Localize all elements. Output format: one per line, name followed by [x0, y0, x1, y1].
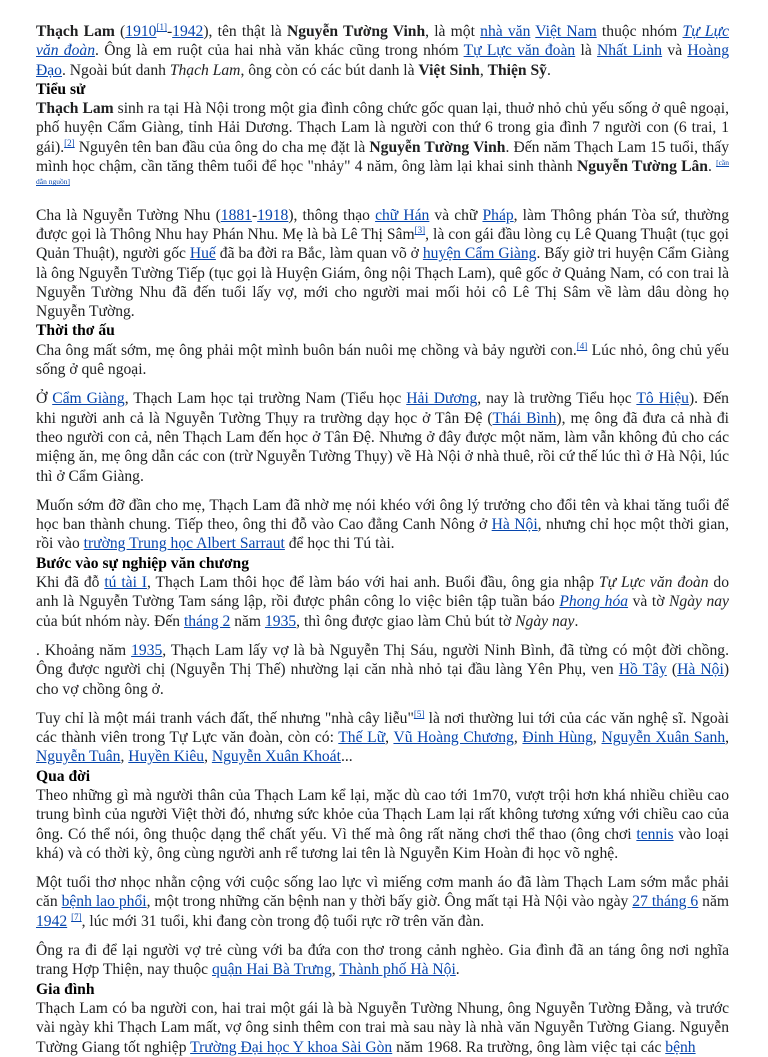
wiki-link[interactable]: 1918: [257, 206, 289, 224]
text-run: Một tuổi thơ nhọc nhằn cộng với cuộc sống lao lực vì miếng cơm manh áo đã làm Thạch Lam sớm mắc phải căn: [36, 874, 729, 911]
wiki-link[interactable]: Vũ Hoàng Chương: [393, 729, 514, 747]
section-heading: Bước vào sự nghiệp văn chương: [36, 554, 250, 572]
wiki-link[interactable]: Phong hóa: [559, 593, 629, 611]
text-run: Khi đã đỗ: [36, 574, 105, 592]
wiki-link[interactable]: Huyền Kiêu: [128, 748, 205, 766]
text-run: , lúc mới 31 tuổi, khi đang còn trong độ tuổi rực rỡ trên văn đàn.: [81, 912, 485, 930]
text-run: thuộc nhóm: [596, 23, 683, 40]
paragraph: [36, 496, 729, 554]
text-run: . Ông là em ruột của hai nhà văn khác cũng trong nhóm: [95, 42, 464, 60]
bold-text: Thạch Lam: [36, 23, 115, 40]
text-run: và: [662, 42, 688, 60]
text-run: ) cho vợ chồng ông ở.: [36, 661, 730, 698]
wiki-link[interactable]: 27 tháng 6: [632, 893, 699, 911]
paragraph: [36, 22, 729, 80]
bold-text: Nguyễn Tường Vinh: [286, 23, 426, 40]
reference-link[interactable]: [7]: [71, 911, 82, 922]
paragraph: [36, 941, 729, 980]
text-run: vào loại khá) và có thời kỳ, ông cùng người anh rể tương lai tên là Nguyễn Kim Hoàn đi học võ nghệ.: [36, 825, 729, 862]
wiki-link[interactable]: Hoàng Đạo: [36, 42, 729, 79]
wiki-link[interactable]: tháng 2: [183, 612, 231, 630]
reference-link[interactable]: [4]: [576, 340, 588, 351]
text-run: ). Đến khi người anh cả là Nguyễn Tường Thụy ra trường dạy học ở Tân Đệ (: [36, 390, 729, 427]
reference-mark: [415, 225, 426, 235]
wiki-link[interactable]: Huế: [189, 245, 216, 263]
text-run: ...: [340, 748, 353, 766]
wiki-link[interactable]: Hà Nội: [677, 661, 724, 679]
text-run: , nhưng chỉ học một thời gian, rồi vào: [36, 516, 729, 553]
section-heading: Thời thơ ấu: [36, 322, 115, 340]
reference-link[interactable]: [2]: [64, 137, 75, 148]
text-run: , là một: [425, 23, 481, 40]
text-run: ,: [592, 729, 602, 747]
wiki-link[interactable]: Thái Bình: [492, 409, 557, 427]
paragraph: [36, 573, 729, 631]
text-run: , là con gái đầu lòng cụ Lê Quang Thuật (tục gọi Quản Thuật), người gốc: [36, 225, 729, 263]
paragraph: [36, 709, 729, 767]
wiki-link[interactable]: tú tài I: [104, 574, 148, 592]
italic-text: Ngày nay: [515, 612, 575, 630]
wiki-link[interactable]: Nguyễn Xuân Sanh: [601, 729, 726, 747]
text-run: ), tên thật là: [203, 23, 287, 40]
text-run: Lúc nhỏ, ông chủ yếu sống ở quê ngoại.: [36, 341, 730, 379]
bold-text: Nguyễn Tường Vinh: [369, 138, 506, 156]
text-run: . Khoảng năm: [36, 641, 132, 659]
text-run: đã ba đời ra Bắc, làm quan võ ở: [215, 245, 423, 263]
text-run: , ông còn có các bút danh là: [240, 61, 419, 79]
text-run: ,: [725, 729, 730, 747]
text-run: , một trong những căn bệnh nan y thời bấy giờ. Ông mất tại Hà Nội vào ngày: [146, 893, 633, 911]
reference-mark: [577, 341, 588, 351]
wiki-link[interactable]: 1881: [220, 206, 252, 224]
reference-link[interactable]: [3]: [414, 224, 426, 235]
reference-mark: [414, 709, 425, 719]
text-run: Thạch Lam có ba người con, hai trai một gái là bà Nguyễn Tường Nhung, ông Nguyễn Tường Đằng, và trước vài ngày khi Thạch Lam mất, vợ ông sinh thêm con trai mà sau này là nhà văn Nguyễn Tường Giang. Nguyễn Tường Giang tốt nghiệp: [36, 999, 729, 1056]
text-run: .: [707, 158, 717, 176]
text-run: -: [166, 23, 173, 40]
wiki-link[interactable]: Nguyễn Xuân Khoát: [211, 748, 341, 766]
wiki-link[interactable]: Thế Lữ: [338, 729, 386, 747]
bold-text: Thiện Sỹ: [487, 61, 547, 79]
wiki-link[interactable]: 1935: [131, 641, 163, 659]
wiki-link[interactable]: chữ Hán: [375, 206, 430, 224]
text-run: Nguyên tên ban đầu của ông do cha mẹ đặt là: [74, 138, 370, 156]
text-run: ,: [479, 61, 488, 79]
wiki-link[interactable]: Hà Nội: [491, 516, 538, 534]
reference-link[interactable]: [5]: [413, 708, 425, 719]
text-run: , thì ông được giao làm Chủ bút tờ: [296, 612, 516, 630]
text-run: năm 1968. Ra trường, ông làm việc tại các: [392, 1038, 666, 1056]
wiki-link[interactable]: 1942: [36, 912, 68, 930]
italic-text: Tự Lực văn đoàn: [598, 574, 709, 592]
wiki-link[interactable]: Đinh Hùng: [522, 729, 593, 747]
text-run: , nay là trường Tiểu học: [477, 390, 637, 408]
text-run: .: [574, 612, 579, 630]
paragraph: [36, 99, 729, 195]
wiki-link[interactable]: Nhất Linh: [597, 42, 663, 60]
text-run: Tuy chỉ là một mái tranh vách đất, thế nhưng "nhà cây liễu": [36, 709, 414, 727]
text-run: (: [666, 661, 678, 679]
wiki-link[interactable]: bệnh: [665, 1038, 696, 1056]
text-run: , Thạch Lam học tại trường Nam (Tiểu học: [124, 390, 407, 408]
text-run: .: [546, 61, 551, 79]
wiki-link[interactable]: Tự Lực văn đoàn: [36, 23, 729, 60]
text-run: , Thạch Lam lấy vợ là bà Nguyễn Thị Sáu, người Ninh Bình, đã từng có một đời chồng. Ông được người chị (Nguyễn Thị Thế) nhường lại căn nhà nhỏ tại đầu làng Yên Phụ, ven: [36, 641, 729, 679]
text-run: Muốn sớm đỡ đần cho mẹ, Thạch Lam đã nhờ mẹ nói khéo với ông lý trưởng cho đổi tên và khai tăng tuổi để học ban thành chung. Tiếp theo, ông thi đỗ vào Cao đẳng Canh Nông ở: [36, 496, 729, 534]
wiki-link[interactable]: Hồ Tây: [618, 661, 667, 679]
wiki-link[interactable]: Nguyễn Tuân: [36, 748, 121, 766]
text-run: . Đến năm Thạch Lam 15 tuổi, thấy mình học chậm, cần tăng thêm tuổi để học "nhảy" 4 năm, ông làm lại khai sinh thành: [36, 138, 729, 176]
wiki-link[interactable]: quận Hai Bà Trưng: [212, 961, 332, 979]
text-run: của bút nhóm này. Đến: [36, 612, 184, 630]
text-run: . Bấy giờ tri huyện Cẩm Giàng là ông Nguyễn Tường Tiếp (tục gọi là Huyện Giám, ông nội Thạch Lam), quê gốc ở Quảng Nam, có con trai là Nguyễn Tường Nhu đã đến tuổi lấy vợ, mới cho người mai mối hỏi cô Lê Thị Sâm về làm dâu dòng họ Nguyễn Tường.: [36, 245, 730, 321]
bold-text: Nguyễn Tường Lân: [576, 158, 708, 176]
wiki-link[interactable]: Việt Nam: [535, 23, 597, 40]
section-heading: Tiểu sử: [36, 80, 86, 98]
text-run: (: [114, 23, 126, 40]
paragraph: [36, 999, 729, 1057]
text-run: và chữ: [429, 206, 483, 224]
text-run: ,: [513, 729, 523, 747]
text-run: Cha ông mất sớm, mẹ ông phải một mình buôn bán nuôi mẹ chồng và bảy người con.: [36, 341, 577, 359]
paragraph: [36, 389, 729, 485]
wiki-link[interactable]: 1910: [125, 23, 157, 40]
wiki-link[interactable]: Tự Lực văn đoàn: [463, 42, 576, 60]
text-run: ,: [385, 729, 394, 747]
wiki-link[interactable]: 1935: [264, 612, 297, 630]
text-run: Ở: [36, 390, 53, 408]
reference-mark: [156, 22, 167, 32]
citation-needed-link[interactable]: [cần dẫn nguồn]: [36, 157, 730, 187]
text-run: .: [455, 961, 460, 979]
text-run: Theo những gì mà người thân của Thạch Lam kể lại, mặc dù cao tới 1m70, vượt trội hơn khá nhiều chiều cao trung bình của người Việt thời đó, nhưng sức khỏe của Thạch Lam lại rất không tương xứng với chiều cao của ông. Có thể nói, ông thuộc dạng thể chất yếu. Vì thế mà ông rất năng chơi thể thao (ông chơi: [36, 786, 729, 843]
text-run: là: [575, 42, 598, 60]
wiki-link[interactable]: tennis: [636, 825, 674, 843]
text-run: , Thạch Lam thôi học để làm báo với hai anh. Buổi đầu, ông gia nhập: [147, 574, 599, 592]
text-run: để học thi Tú tài.: [284, 535, 395, 553]
bold-text: Việt Sinh: [418, 61, 480, 79]
text-run: và tờ: [628, 593, 669, 611]
paragraph: [36, 786, 729, 863]
italic-text: Ngày nay: [669, 593, 729, 611]
text-run: , làm Thông phán Tòa sứ, thường được gọi là Thông Nhu hay Phán Nhu. Mẹ là bà Lê Thị Sâm: [36, 206, 729, 243]
text-run: -: [251, 206, 258, 224]
wiki-link[interactable]: trường Trung học Albert Sarraut: [83, 535, 285, 553]
wiki-link[interactable]: bệnh lao phổi: [61, 893, 147, 911]
bold-text: Thạch Lam: [36, 100, 114, 118]
section-heading: Qua đời: [36, 767, 91, 785]
text-run: Ông ra đi để lại người vợ trẻ cùng với ba đứa con thơ trong cảnh nghèo. Gia đình đã an táng ông nơi nghĩa trang Hợp Thiện, nay thuộc: [36, 942, 729, 979]
paragraph: [36, 341, 729, 380]
text-run: là nơi thường lui tới của các văn nghệ sĩ. Ngoài các thành viên trong Tự Lực văn đoàn, còn có:: [36, 709, 729, 747]
text-run: . Ngoài bút danh: [61, 61, 170, 79]
text-run: ), mẹ ông đã đưa cả nhà đi theo người con cả, nên Thạch Lam đến học ở Tân Đệ. Nhưng ở đây được một năm, làm vẫn không đủ cho các miệng ăn, mẹ ông dẫn các con (trừ Nguyễn Tường Thụy) về Hà Nội ở nhà thuê, rồi cứ thế lúc thì ở Hà Nội, lúc thì ở Cẩm Giàng.: [36, 409, 730, 485]
text-run: ,: [204, 748, 212, 766]
reference-link[interactable]: [1]: [156, 21, 167, 32]
text-run: ,: [120, 748, 129, 766]
text-run: năm: [230, 612, 265, 630]
reference-mark: [71, 912, 82, 922]
paragraph: [36, 206, 729, 322]
text-run: ), thông thạo: [288, 206, 376, 224]
reference-mark: [64, 138, 75, 148]
wiki-link[interactable]: huyện Cẩm Giàng: [422, 245, 537, 263]
text-run: ,: [331, 961, 340, 979]
italic-text: Thạch Lam: [169, 61, 241, 79]
wiki-link[interactable]: nhà văn: [480, 23, 531, 40]
wiki-link[interactable]: Thành phố Hà Nội: [339, 961, 456, 979]
wiki-link[interactable]: Trường Đại học Y khoa Sài Gòn: [190, 1038, 393, 1056]
wiki-link[interactable]: Cẩm Giàng: [52, 390, 125, 408]
wiki-link[interactable]: Hải Dương: [406, 390, 478, 408]
paragraph: [36, 873, 729, 931]
text-run: sinh ra tại Hà Nội trong một gia đình công chức gốc quan lại, thuở nhỏ chủ yếu sống ở quê ngoại, phố huyện Cẩm Giàng, tỉnh Hải Dương. Thạch Lam là người con thứ 6 trong gia đình 7 người con (6 trai, 1 gái).: [36, 100, 729, 156]
wiki-link[interactable]: Pháp: [482, 206, 514, 224]
text-run: do anh là Nguyễn Tường Tam sáng lập, rồi được phân công lo việc biên tập tuần báo: [36, 574, 729, 611]
wiki-link[interactable]: 1942: [172, 23, 204, 40]
text-run: Cha là Nguyễn Tường Nhu (: [36, 206, 221, 224]
section-heading: Gia đình: [36, 980, 95, 998]
wiki-link[interactable]: Tô Hiệu: [636, 390, 689, 408]
text-run: năm: [698, 893, 730, 911]
paragraph: [36, 641, 729, 699]
